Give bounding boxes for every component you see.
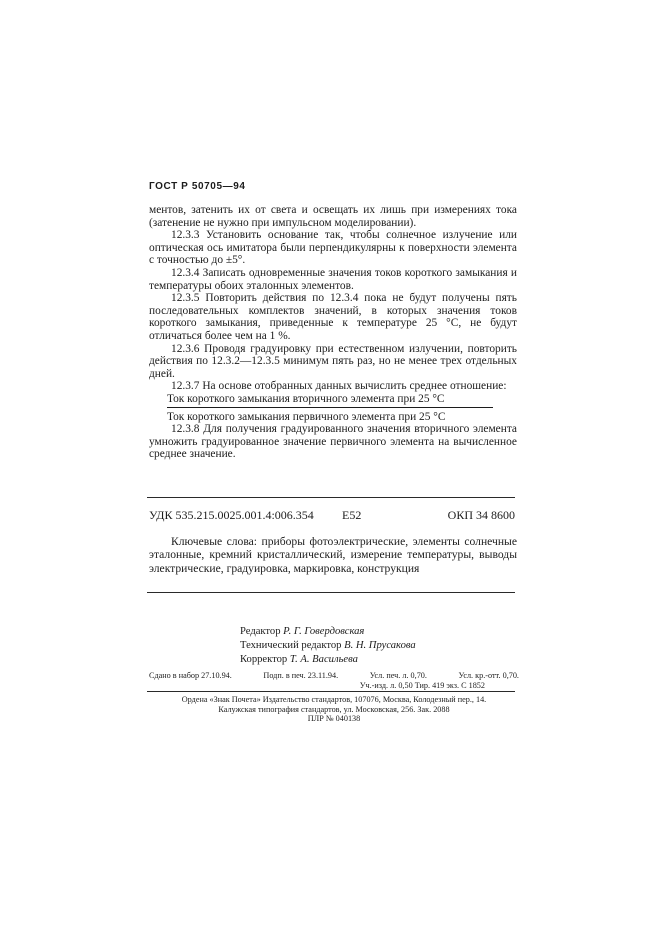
divider-imprint [147, 691, 515, 692]
fraction-numerator: Ток короткого замыкания вторичного элемента при 25 °С [167, 393, 493, 408]
paragraph-continuation: ментов, затенить их от света и освещать их лишь при измерениях тока (затенение не нужно при импульсном моделировании). [149, 204, 517, 229]
paragraph-12-3-7: 12.3.7 На основе отобранных данных вычислить среднее отношение: [171, 380, 507, 393]
paragraph-12-3-8: 12.3.8 Для получения градуированного значения вторичного элемента умножить градуированное значение первичного элемента на вычисленное среднее значение. [149, 423, 517, 461]
corrector-name: Т. А. Васильева [289, 653, 358, 665]
imprint-block [149, 671, 519, 691]
tech-editor-label: Технический редактор [240, 639, 342, 651]
editor-label: Редактор [240, 626, 281, 637]
tech-editor-line [240, 639, 416, 653]
imprint-line-2: Уч.-изд. л. 0,50 Тир. 419 экз. С 1852 [359, 681, 485, 690]
paragraph-12-3-6: 12.3.6 Проводя градуировку при естественном излучении, повторить действия по 12.3.2—12.3.5 минимум пять раз, но не менее трех отдельных дней. [149, 342, 517, 380]
keywords-block [149, 535, 517, 575]
paragraph-12-3-5: 12.3.5 Повторить действия по 12.3.4 пока не будут получены пять последовательных комплектов значений, в которых значения токов короткого замыкания, приведенные к температуре 25 °С, не будут отличаться более чем на 1 %. [149, 292, 517, 342]
publisher-line-3: ПЛР № 040138 [307, 714, 361, 724]
editor-line [240, 625, 416, 639]
okp-code: ОКП 34 8600 [447, 508, 515, 522]
paragraph-12-3-3: 12.3.3 Установить основание так, чтобы солнечное излучение или оптическая ось имитатора были перпендикулярны к поверхности элемента с точностью до ±5°. [149, 229, 517, 267]
keywords-text: Ключевые слова: приборы фотоэлектрические, элементы солнечные эталонные, кремний кристаллический, измерение температуры, выводы электрические, градуировка, маркировка, конструкция [149, 535, 517, 575]
corrector-line [240, 653, 416, 667]
body-text [149, 204, 517, 461]
divider-bottom [147, 592, 515, 593]
publisher-line-2: Калужская типография стандартов, ул. Московская, 256. Зак. 2088 [218, 704, 450, 714]
ratio-fraction [167, 393, 493, 423]
publisher-line-1: Ордена «Знак Почета» Издательство стандартов, 107076, Москва, Колодезный пер., 14. [181, 695, 487, 704]
editor-name: Р. Г. Говердовская [283, 626, 365, 637]
paragraph-12-3-4: 12.3.4 Записать одновременные значения токов короткого замыкания и температуры обоих эталонных элементов. [149, 266, 517, 292]
imprint-signed: Подп. в печ. 23.11.94. [263, 671, 339, 680]
corrector-label: Корректор [240, 653, 288, 665]
imprint-line-1 [149, 671, 519, 681]
publisher-block [149, 695, 519, 724]
group-code: Е52 [342, 508, 362, 522]
document-header-code: ГОСТ Р 50705—94 [149, 181, 246, 192]
credits-block [240, 625, 416, 666]
tech-editor-name: В. Н. Прусакова [344, 639, 416, 651]
divider-top [147, 497, 515, 498]
imprint-typeset: Сдано в набор 27.10.94. [149, 671, 232, 680]
classification-row [149, 508, 515, 523]
fraction-denominator: Ток короткого замыкания первичного элемента при 25 °С [167, 410, 446, 423]
imprint-print-sheets: Усл. печ. л. 0,70. [369, 671, 427, 680]
imprint-color-prints: Усл. кр.-отт. 0,70. [458, 671, 519, 680]
udk-code: УДК 535.215.0025.001.4:006.354 [149, 508, 314, 522]
